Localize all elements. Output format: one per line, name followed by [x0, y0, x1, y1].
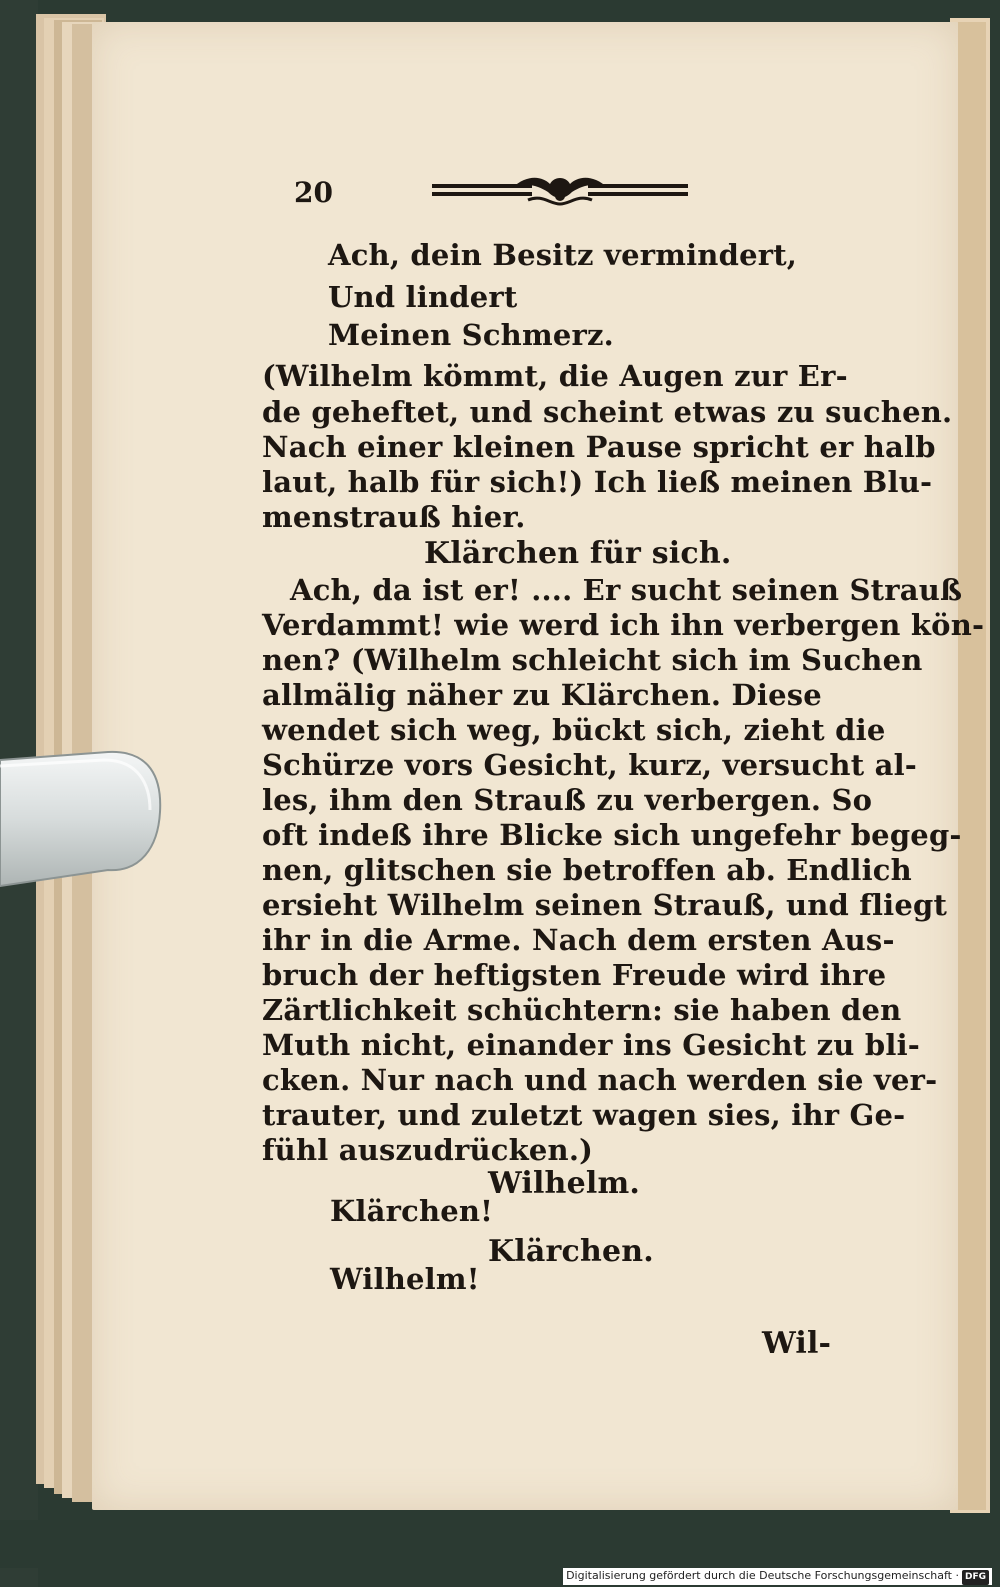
footer-text: Digitalisierung gefördert durch die Deutsche Forschungsgemeinschaft ·	[566, 1569, 959, 1582]
text-line: Muth nicht, einander ins Gesicht zu bli-	[262, 1028, 921, 1062]
footer-credit	[563, 1568, 992, 1585]
text-line: allmälig näher zu Klärchen. Diese	[262, 678, 822, 712]
page-number: 20	[294, 176, 333, 209]
speaker-heading: Klärchen.	[488, 1234, 654, 1269]
text-line: Ach, dein Besitz vermindert,	[328, 238, 798, 272]
text-line: ihr in die Arme. Nach dem ersten Aus-	[262, 923, 895, 957]
text-line: Zärtlichkeit schüchtern: sie haben den	[262, 993, 902, 1027]
page-clip	[0, 748, 162, 888]
text-line: nen, glitschen sie betroffen ab. Endlich	[262, 853, 912, 887]
text-line: ersieht Wilhelm seinen Strauß, und fliegt	[262, 888, 948, 922]
text-line: bruch der heftigsten Freude wird ihre	[262, 958, 887, 992]
text-line: trauter, und zuletzt wagen sies, ihr Ge-	[262, 1098, 906, 1132]
speaker-heading: Wilhelm.	[488, 1166, 641, 1201]
text-line: fühl auszudrücken.)	[262, 1133, 594, 1167]
text-line: cken. Nur nach und nach werden sie ver-	[262, 1063, 938, 1097]
text-line: Klärchen!	[330, 1194, 494, 1228]
text-line: nen? (Wilhelm schleicht sich im Suchen	[262, 643, 923, 677]
text-line: wendet sich weg, bückt sich, zieht die	[262, 713, 886, 747]
text-line: (Wilhelm kömmt, die Augen zur Er-	[262, 359, 848, 393]
text-line: Ach, da ist er! .... Er sucht seinen Strauß	[290, 573, 963, 607]
speaker-heading: Klärchen für sich.	[424, 536, 732, 571]
text-line: laut, halb für sich!) Ich ließ meinen Blu-	[262, 465, 933, 499]
text-line: les, ihm den Strauß zu verbergen. So	[262, 783, 873, 817]
ornament-rule	[432, 170, 688, 210]
text-line: de geheftet, und scheint etwas zu suchen.	[262, 395, 953, 429]
text-line: Nach einer kleinen Pause spricht er halb	[262, 430, 936, 464]
text-line: Wilhelm!	[330, 1262, 480, 1296]
text-line: Schürze vors Gesicht, kurz, versucht al-	[262, 748, 918, 782]
text-line: Und lindert	[328, 280, 518, 314]
text-line: Meinen Schmerz.	[328, 318, 614, 352]
text-line: menstrauß hier.	[262, 500, 526, 534]
catchword: Wil-	[762, 1326, 832, 1361]
dfg-logo: DFG	[962, 1570, 989, 1585]
text-line: oft indeß ihre Blicke sich ungefehr begeg-	[262, 818, 962, 852]
text-line: Verdammt! wie werd ich ihn verbergen kön-	[262, 608, 985, 642]
